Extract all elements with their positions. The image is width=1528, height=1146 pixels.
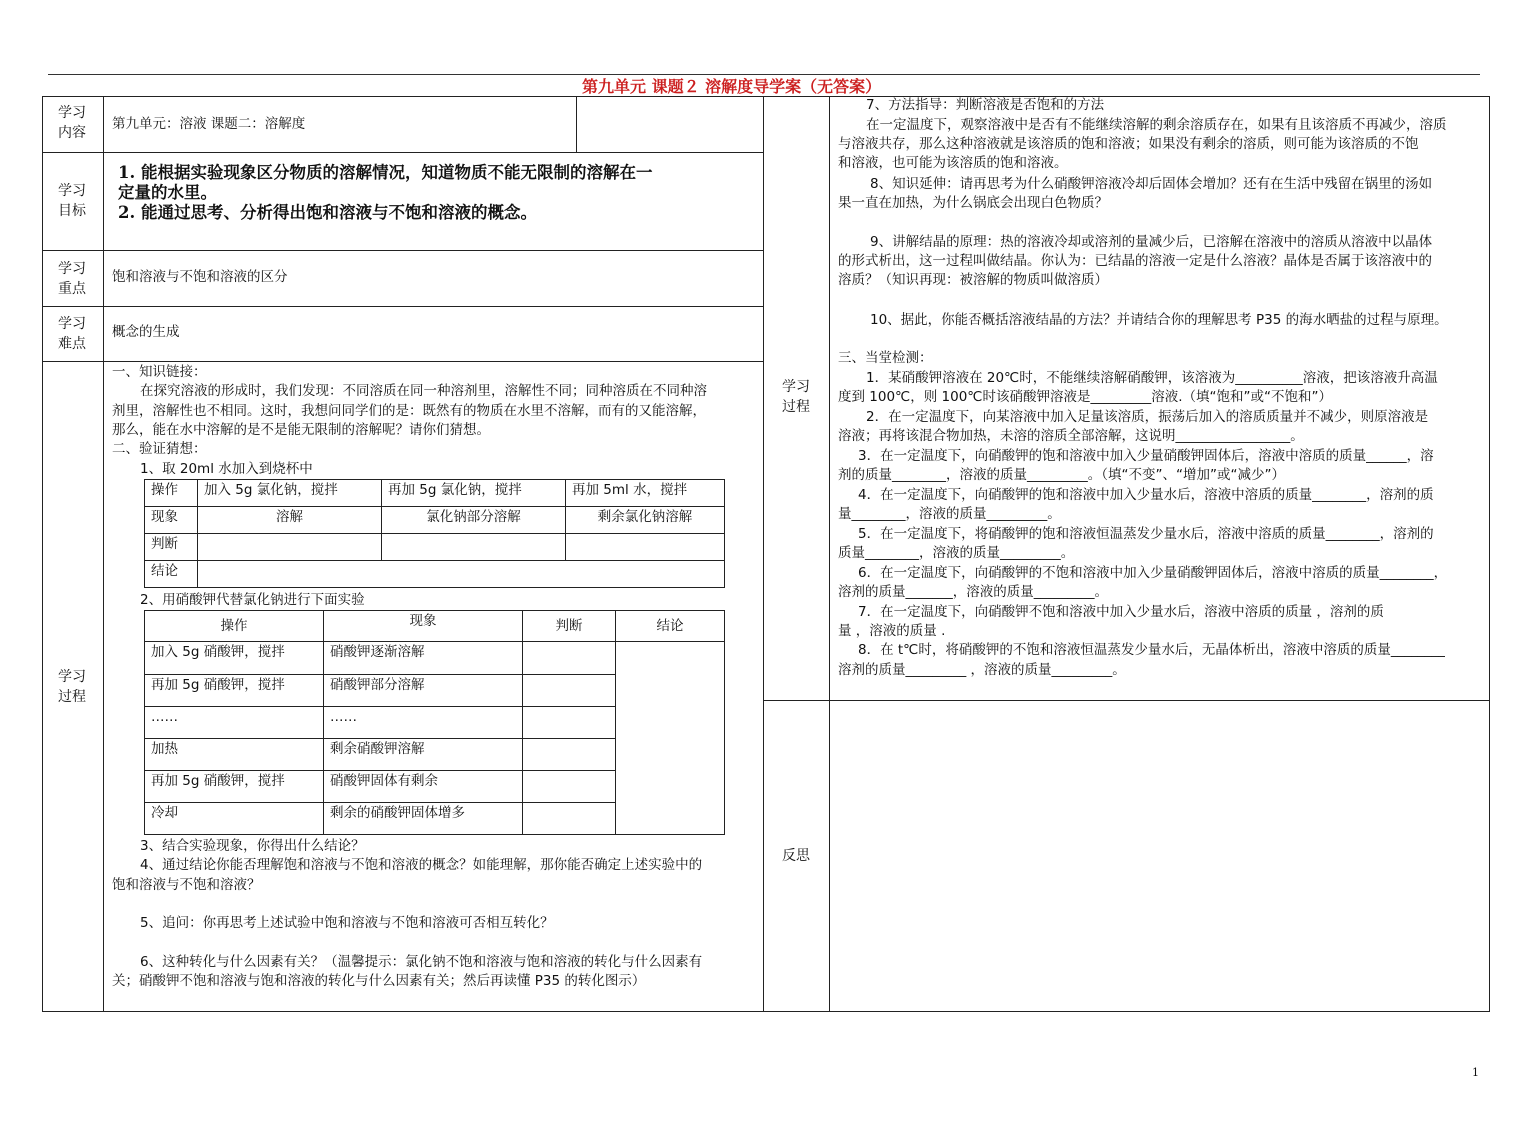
goal-2: 2. 能通过思考、分析得出饱和溶液与不饱和溶液的概念。: [118, 203, 537, 222]
label-key: 学习重点: [58, 261, 86, 297]
right-line: 10、据此，你能否概括溶液结晶的方法？并请结合你的理解思考 P35 的海水晒盐的过程与原理。: [870, 312, 1448, 328]
table-cell: [523, 675, 616, 707]
table-head: 操作: [145, 611, 324, 642]
table-cell: [566, 534, 725, 561]
goal-1: 1. 能根据实验现象区分物质的溶解情况，知道物质不能无限制的溶解在一: [118, 163, 653, 182]
right-line: 9、讲解结晶的原理：热的溶液冷却或溶剂的量减少后，已溶解在溶液中的溶质从溶液中以晶体: [870, 234, 1433, 250]
table-cell: [523, 642, 616, 675]
table-cell: 剩余硝酸钾溶解: [324, 739, 523, 771]
section-verify: 二、验证猜想：: [112, 441, 207, 457]
table-cell: [198, 561, 725, 588]
right-line: 4．在一定温度下，向硝酸钾的饱和溶液中加入少量水后，溶液中溶质的质量________，溶剂的质: [858, 487, 1434, 503]
label-process-right: 学习过程: [782, 379, 810, 415]
right-line: 溶液；再将该混合物加热，未溶的溶质全部溶解，这说明_________________。: [838, 428, 1304, 444]
exp-1: 1、取 20ml 水加入到烧杯中: [140, 461, 313, 477]
difficult-text: 概念的生成: [112, 324, 180, 340]
table-cell: 剩余氯化钠溶解: [566, 507, 725, 534]
right-line: 剂的质量________，溶液的质量_________。（填“不变”、“增加”或“减少”）: [838, 467, 1285, 483]
right-line: 5．在一定温度下，将硝酸钾的饱和溶液恒温蒸发少量水后，溶液中溶质的质量________，溶剂的: [858, 526, 1434, 542]
question-6-cont: 关；硝酸钾不饱和溶液与饱和溶液的转化与什么因素有关；然后再读懂 P35 的转化图示）: [112, 973, 646, 989]
right-line: 2．在一定温度下，向某溶液中加入足量该溶质，振荡后加入的溶质质量并不减少，则原溶液是: [866, 409, 1429, 425]
table-cell: [523, 803, 616, 835]
right-line: 的形式析出，这一过程叫做结晶。你认为：已结晶的溶液一定是什么溶液？晶体是否属于该溶液中的: [838, 253, 1432, 269]
right-line: 3．在一定温度下，向硝酸钾的饱和溶液中加入少量硝酸钾固体后，溶液中溶质的质量______，溶: [858, 448, 1434, 464]
right-line: 7．在一定温度下，向硝酸钾不饱和溶液中加入少量水后，溶液中溶质的质量 ，溶剂的质: [858, 604, 1384, 620]
table-cell: [198, 534, 382, 561]
right-line: 7、方法指导：判断溶液是否饱和的方法: [866, 97, 1105, 113]
table-cell: [382, 534, 566, 561]
table-cell: 判断: [145, 534, 198, 561]
table-cell: 加入 5g 氯化钠，搅拌: [198, 480, 382, 507]
table-cell: 结论: [145, 561, 198, 588]
right-line: 量 ，溶液的质量 .: [838, 623, 946, 639]
label-goal: 学习目标: [58, 183, 86, 219]
table-cell: 溶解: [198, 507, 382, 534]
right-line: 8．在 t℃时，将硝酸钾的不饱和溶液恒温蒸发少量水后，无晶体析出，溶液中溶质的质量________: [858, 642, 1445, 658]
table-head: 结论: [616, 611, 725, 642]
right-line: 8、知识延伸：请再思考为什么硝酸钾溶液冷却后固体会增加？还有在生活中残留在锅里的汤如: [870, 176, 1433, 192]
question-6: 6、这种转化与什么因素有关？（温馨提示：氯化钠不饱和溶液与饱和溶液的转化与什么因素有: [140, 954, 703, 970]
right-line: 量________，溶液的质量_________。: [838, 506, 1061, 522]
para-3: 那么，能在水中溶解的是不是能无限制的溶解呢？请你们猜想。: [112, 422, 490, 438]
page-title: 第九单元 课题２ 溶解度导学案（无答案）: [582, 77, 895, 97]
right-line: 与溶液共存，那么这种溶液就是该溶质的饱和溶液；如果没有剩余的溶质，则可能为该溶质的不饱: [838, 136, 1419, 152]
table-cell: [616, 642, 725, 835]
header-rule: [48, 74, 1480, 75]
right-line: 三、当堂检测：: [838, 350, 933, 366]
question-4-cont: 饱和溶液与不饱和溶液？: [112, 877, 261, 893]
nacl-table: [144, 479, 725, 588]
para-1: 在探究溶液的形成时，我们发现：不同溶质在同一种溶剂里，溶解性不同；同种溶质在不同种溶: [140, 383, 707, 399]
para-2: 剂里，溶解性也不相同。这时，我想问同学们的是：既然有的物质在水里不溶解，而有的又能溶解，: [112, 403, 706, 419]
question-5: 5、追问：你再思考上述试验中饱和溶液与不饱和溶液可否相互转化？: [140, 915, 554, 931]
table-cell: 再加 5g 氯化钠，搅拌: [382, 480, 566, 507]
table-cell: 加入 5g 硝酸钾，搅拌: [145, 642, 324, 675]
label-content: 学习内容: [58, 105, 86, 141]
question-4: 4、通过结论你能否理解饱和溶液与不饱和溶液的概念？如能理解，那你能否确定上述实验中的: [140, 857, 703, 873]
table-cell: 加热: [145, 739, 324, 771]
right-line: 度到 100℃，则 100℃时该硝酸钾溶液是_________溶液.（填“饱和”或“不饱和”）: [838, 389, 1332, 405]
right-line: 和溶液，也可能为该溶质的饱和溶液。: [838, 155, 1068, 171]
table-head: 判断: [523, 611, 616, 642]
exp-2: 2、用硝酸钾代替氯化钠进行下面实验: [140, 592, 365, 608]
table-cell: 再加 5g 硝酸钾，搅拌: [145, 675, 324, 707]
table-cell: 操作: [145, 480, 198, 507]
key-text: 饱和溶液与不饱和溶液的区分: [112, 269, 288, 285]
table-cell: 硝酸钾固体有剩余: [324, 771, 523, 803]
table-cell: 再加 5g 硝酸钾，搅拌: [145, 771, 324, 803]
table-cell: 剩余的硝酸钾固体增多: [324, 803, 523, 835]
table-cell: [523, 771, 616, 803]
right-line: 溶质？（知识再现：被溶解的物质叫做溶质）: [838, 272, 1108, 288]
right-line: 1．某硝酸钾溶液在 20℃时，不能继续溶解硝酸钾，该溶液为__________溶液，把该溶液升高温: [866, 370, 1438, 386]
right-line: 6．在一定温度下，向硝酸钾的不饱和溶液中加入少量硝酸钾固体后，溶液中溶质的质量________，: [858, 565, 1448, 581]
table-cell: 再加 5ml 水，搅拌: [566, 480, 725, 507]
label-reflect: 反思: [782, 848, 810, 864]
content-text: 第九单元：溶液 课题二：溶解度: [112, 116, 306, 132]
page-number: 1: [1472, 1066, 1479, 1079]
table-cell: [523, 707, 616, 739]
table-cell: ……: [324, 707, 523, 739]
right-line: 果一直在加热，为什么锅底会出现白色物质？: [838, 195, 1108, 211]
table-head: 现象: [324, 611, 523, 642]
goal-1-cont: 定量的水里。: [118, 183, 217, 202]
table-cell: 硝酸钾逐渐溶解: [324, 642, 523, 675]
table-cell: 硝酸钾部分溶解: [324, 675, 523, 707]
label-difficult: 学习难点: [58, 316, 86, 352]
table-cell: ……: [145, 707, 324, 739]
table-cell: 冷却: [145, 803, 324, 835]
right-line: 质量________，溶液的质量_________。: [838, 545, 1075, 561]
table-cell: [523, 739, 616, 771]
table-cell: 现象: [145, 507, 198, 534]
kno3-table: [144, 610, 725, 835]
right-line: 溶剂的质量_______，溶液的质量_________。: [838, 584, 1108, 600]
question-3: 3、结合实验现象，你得出什么结论？: [140, 838, 365, 854]
right-line: 溶剂的质量_________ ，溶液的质量_________。: [838, 662, 1126, 678]
table-cell: 氯化钠部分溶解: [382, 507, 566, 534]
right-line: 在一定温度下，观察溶液中是否有不能继续溶解的剩余溶质存在，如果有且该溶质不再减少，溶质: [866, 117, 1447, 133]
section-link: 一、知识链接：: [112, 364, 207, 380]
label-process-left: 学习过程: [58, 669, 86, 705]
